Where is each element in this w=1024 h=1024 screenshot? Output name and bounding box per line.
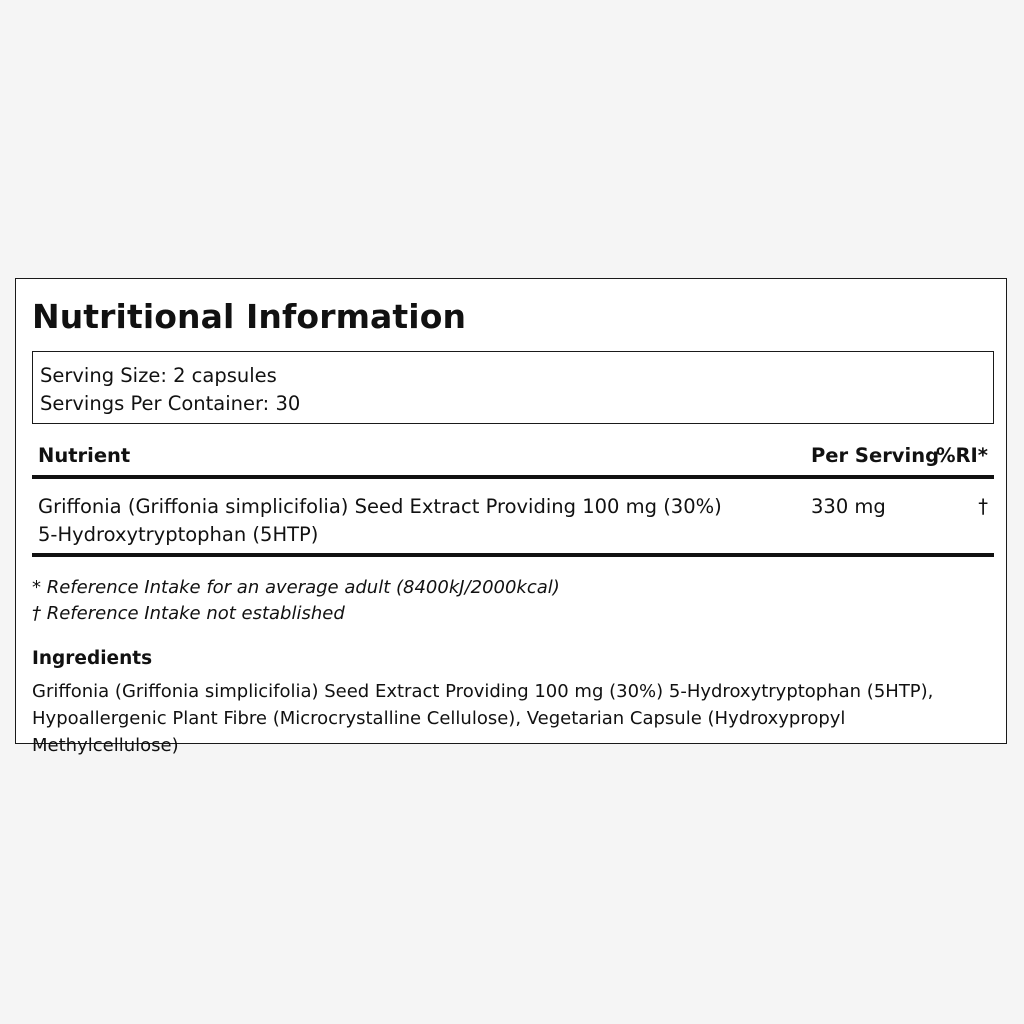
header-ri: %RI*	[935, 444, 988, 467]
row-ri: †	[978, 495, 988, 518]
nutrient-table	[32, 439, 994, 557]
footnote-reference-intake: * Reference Intake for an average adult (8400kJ/2000kcal)	[32, 577, 560, 598]
nutrient-table-header	[32, 439, 994, 479]
header-per-serving: Per Serving	[811, 444, 940, 467]
serving-info-box	[32, 351, 994, 424]
footnote-not-established: † Reference Intake not established	[32, 603, 345, 624]
nutrition-label-panel	[15, 278, 1007, 756]
servings-per-container: Servings Per Container: 30	[40, 392, 301, 415]
row-nutrient: Griffonia (Griffonia simplicifolia) Seed Extract Providing 100 mg (30%) 5-Hydroxytryptophan (5HTP)	[38, 495, 722, 546]
row-per-serving: 330 mg	[811, 495, 886, 518]
label-title: Nutritional Information	[32, 297, 467, 336]
serving-size: Serving Size: 2 capsules	[40, 364, 277, 387]
ingredients-text: Griffonia (Griffonia simplicifolia) Seed Extract Providing 100 mg (30%) 5-Hydroxytryptophan (5HTP), Hypoallergenic Plant Fibre (Microcrystalline Cellulose), Vegetarian Capsule (Hydroxypropyl Methylcellulose)	[32, 681, 934, 756]
ingredients-heading: Ingredients	[32, 648, 153, 669]
table-row	[32, 479, 994, 557]
header-nutrient: Nutrient	[38, 444, 131, 467]
footnotes	[32, 575, 560, 627]
